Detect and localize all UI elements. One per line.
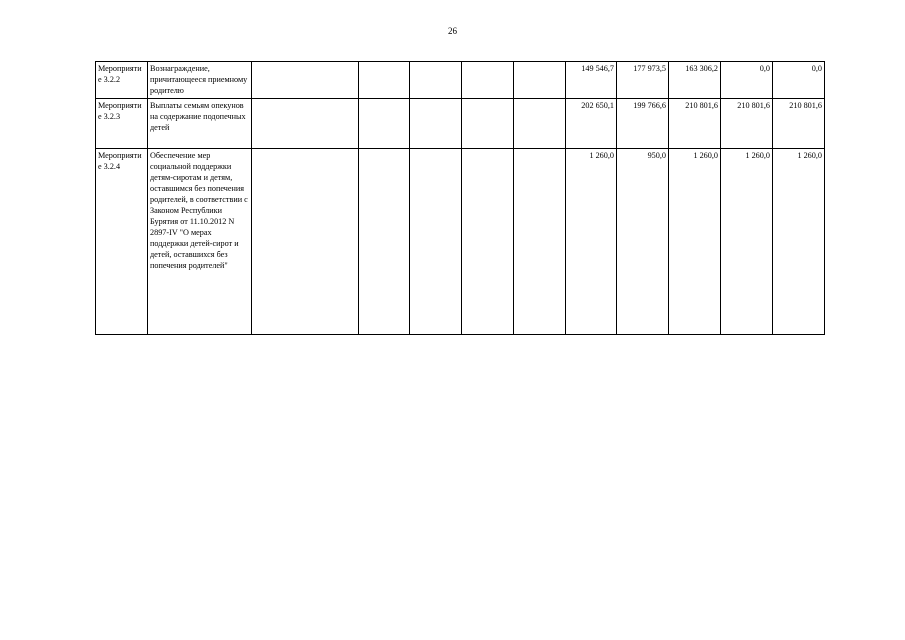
empty-cell [514,62,566,99]
measure-code: Мероприятие 3.2.2 [96,62,148,99]
empty-cell [514,99,566,149]
value-cell: 149 546,7 [566,62,617,99]
empty-cell [514,149,566,335]
empty-cell [410,149,462,335]
empty-cell [252,62,359,99]
table-row [96,99,825,149]
measure-name: Вознаграждение, причитающееся приемному родителю [148,62,252,99]
value-cell: 210 801,6 [721,99,773,149]
value-cell: 950,0 [617,149,669,335]
empty-cell [410,62,462,99]
value-cell: 210 801,6 [773,99,825,149]
value-cell: 1 260,0 [773,149,825,335]
empty-cell [252,149,359,335]
value-cell: 1 260,0 [669,149,721,335]
value-cell: 210 801,6 [669,99,721,149]
empty-cell [462,99,514,149]
empty-cell [359,99,410,149]
program-table [95,61,825,335]
table-row [96,149,825,335]
value-cell: 1 260,0 [566,149,617,335]
empty-cell [462,149,514,335]
value-cell: 177 973,5 [617,62,669,99]
value-cell: 1 260,0 [721,149,773,335]
measure-code: Мероприятие 3.2.4 [96,149,148,335]
measure-name: Обеспечение мер социальной поддержки детям-сиротам и детям, оставшимся без попечения родителей, в соответствии с Законом Республики Бурятия от 11.10.2012 N 2897-IV "О мерах поддержки детей-сирот и детей, оставшихся без попечения родителей" [148,149,252,335]
empty-cell [462,62,514,99]
value-cell: 163 306,2 [669,62,721,99]
empty-cell [359,149,410,335]
page-number: 26 [448,26,457,36]
empty-cell [410,99,462,149]
measure-code: Мероприятие 3.2.3 [96,99,148,149]
empty-cell [252,99,359,149]
measure-name: Выплаты семьям опекунов на содержание подопечных детей [148,99,252,149]
value-cell: 0,0 [773,62,825,99]
table-row [96,62,825,99]
value-cell: 199 766,6 [617,99,669,149]
empty-cell [359,62,410,99]
value-cell: 0,0 [721,62,773,99]
value-cell: 202 650,1 [566,99,617,149]
